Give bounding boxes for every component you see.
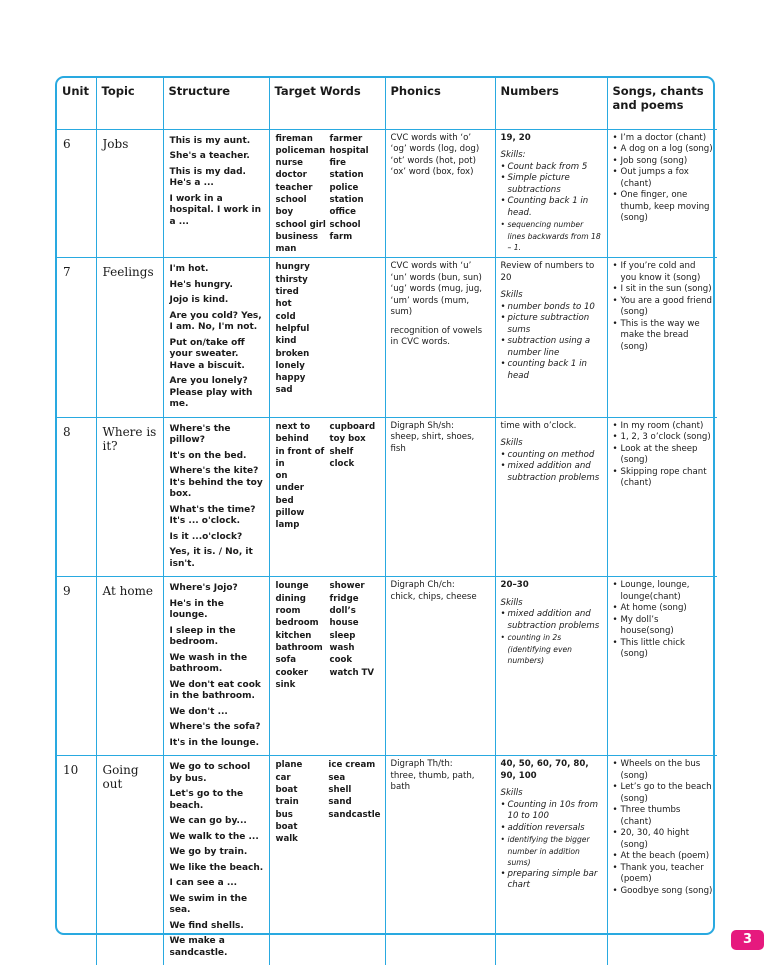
table-header-row <box>57 78 717 129</box>
structure-line: Where's the sofa? <box>169 722 261 733</box>
target-word: dining <box>275 593 306 604</box>
target-words-column-b <box>330 133 381 256</box>
page-number-badge: 3 <box>731 930 764 950</box>
target-words-column-b <box>330 261 381 396</box>
song-item: • 1, 2, 3 o’clock (song) <box>613 432 714 444</box>
skill-item: • sequencing number lines backwards from 18 – 1. <box>501 219 603 254</box>
numbers-cell <box>495 417 607 577</box>
phonics-cell <box>385 417 495 577</box>
header-structure: Structure <box>163 78 269 129</box>
target-word: sand <box>328 797 352 808</box>
target-word: lounge <box>275 581 309 592</box>
numbers-cell <box>495 258 607 418</box>
target-words-columns <box>276 133 381 256</box>
structure-line: Yes, it is. / No, it isn't. <box>169 547 253 569</box>
song-item: • At home (song) <box>613 603 714 615</box>
table-row <box>57 756 717 966</box>
structure-line: We find shells. <box>169 920 244 931</box>
phonics-line: CVC words with ‘u’ <box>390 261 472 272</box>
target-word: school girl <box>275 219 326 230</box>
song-item: • Job song (song) <box>613 156 714 168</box>
song-item: • Goodbye song (song) <box>613 886 714 898</box>
skill-item: • addition reversals <box>501 823 603 835</box>
skill-item: • Simple picture subtractions <box>501 173 603 196</box>
target-word: station <box>329 170 364 181</box>
phonics-line: sum) <box>390 307 413 318</box>
skill-item: • counting on method <box>501 450 603 462</box>
target-word: clock <box>329 458 355 469</box>
target-word: lonely <box>275 360 305 371</box>
curriculum-table-frame <box>55 76 715 958</box>
target-words-column-a <box>276 421 330 532</box>
target-word: car <box>275 772 291 783</box>
topic-cell: At home <box>96 577 163 756</box>
numbers-title: 19, 20 <box>500 132 531 143</box>
target-words-columns <box>276 580 381 691</box>
target-word: broken <box>275 348 310 359</box>
target-words-column-b <box>330 421 381 532</box>
phonics-line: ‘um’ words (mum, <box>390 295 470 306</box>
skills-label: Skills <box>500 788 523 799</box>
table-body <box>57 129 717 965</box>
song-item: • You are a good friend (song) <box>613 296 714 319</box>
song-item: • Look at the sheep (song) <box>613 444 714 467</box>
structure-line: We make a sandcastle. <box>169 936 228 958</box>
target-words-column-a <box>276 133 330 256</box>
structure-cell <box>163 756 269 966</box>
phonics-line: Digraph Ch/ch: <box>390 580 455 591</box>
target-word: fire <box>329 158 346 169</box>
song-item: • Skipping rope chant (chant) <box>613 467 714 490</box>
phonics-line: recognition of vowels <box>390 325 483 336</box>
target-words-column-a <box>276 759 329 845</box>
phonics-line: ‘ug’ words (mug, jug, <box>390 284 483 295</box>
structure-line: Is it ...o'clock? <box>169 531 243 542</box>
target-word: station <box>329 194 364 205</box>
target-word: wash <box>329 642 355 653</box>
target-word: boat <box>275 821 298 832</box>
target-word: nurse <box>275 158 303 169</box>
table-row <box>57 417 717 577</box>
phonics-line: ‘ot’ words (hot, pot) <box>390 155 476 166</box>
unit-cell: 6 <box>57 129 96 258</box>
song-item: • A dog on a log (song) <box>613 144 714 156</box>
topic-cell: Where is it? <box>96 417 163 577</box>
skill-item: • counting back 1 in head <box>501 359 603 382</box>
table-row <box>57 129 717 258</box>
target-word: bed <box>275 495 294 506</box>
target-word: shower <box>329 581 365 592</box>
target-word: doctor <box>275 170 307 181</box>
phonics-line: ‘un’ words (bun, sun) <box>390 272 482 283</box>
song-item: • Three thumbs (chant) <box>613 805 714 828</box>
header-topic: Topic <box>96 78 163 129</box>
target-word: kitchen <box>275 630 312 641</box>
target-word: on <box>275 471 288 482</box>
phonics-line: chick, chips, cheese <box>390 591 477 602</box>
skill-item: • subtraction using a number line <box>501 336 603 359</box>
target-word: walk <box>275 834 298 845</box>
structure-line: We go by train. <box>169 847 248 858</box>
target-word: toy box <box>329 434 366 445</box>
target-word: man <box>275 244 297 255</box>
target-words-cell <box>269 417 385 577</box>
target-word: next to <box>275 421 311 432</box>
songs-list <box>613 421 714 490</box>
target-words-column-a <box>276 580 330 691</box>
header-unit: Unit <box>57 78 96 129</box>
skill-item: • counting in 2s (identifying even numbers) <box>501 632 603 667</box>
phonics-cell <box>385 258 495 418</box>
songs-list <box>613 261 714 353</box>
target-word: pillow <box>275 508 305 519</box>
numbers-cell <box>495 129 607 258</box>
phonics-line: CVC words with ‘o’ <box>390 132 472 143</box>
target-word: sleep <box>329 630 356 641</box>
target-word: bus <box>275 809 293 820</box>
target-words-column-a <box>276 261 330 396</box>
target-word: in front of <box>275 446 325 457</box>
structure-line: Let's go to the beach. <box>169 789 244 811</box>
song-item: • If you’re cold and you know it (song) <box>613 261 714 284</box>
song-item: • Out jumps a fox (chant) <box>613 167 714 190</box>
structure-line: He's hungry. <box>169 279 233 290</box>
phonics-line: Digraph Th/th: <box>390 759 453 770</box>
structure-line: Put on/take off your sweater. Have a biscuit. <box>169 337 245 371</box>
skill-item: • identifying the bigger number in addition sums) <box>501 834 603 869</box>
songs-cell <box>607 129 717 258</box>
structure-cell <box>163 258 269 418</box>
skills-list <box>501 450 603 485</box>
structure-line: We can go by... <box>169 816 247 827</box>
song-item: • This little chick (song) <box>613 638 714 661</box>
phonics-line: bath <box>390 782 411 793</box>
target-word: fridge <box>329 593 359 604</box>
structure-line: I work in a hospital. I work in a ... <box>169 193 262 227</box>
song-item: • Let’s go to the beach (song) <box>613 782 714 805</box>
header-phonics: Phonics <box>385 78 495 129</box>
target-word: behind <box>275 434 309 445</box>
target-words-cell <box>269 756 385 966</box>
skills-label: Skills <box>500 438 523 449</box>
unit-cell: 10 <box>57 756 96 966</box>
target-word: teacher <box>275 182 313 193</box>
table-row <box>57 258 717 418</box>
structure-line: Where's Jojo? <box>169 583 238 594</box>
phonics-cell <box>385 577 495 756</box>
numbers-title: 40, 50, 60, 70, 80, 90, 100 <box>500 759 589 781</box>
target-word: business <box>275 231 319 242</box>
structure-line: This is my dad. He's a ... <box>169 166 246 188</box>
target-word: farm <box>329 231 353 242</box>
skills-list <box>501 302 603 383</box>
target-words-cell <box>269 129 385 258</box>
phonics-line: Digraph Sh/sh: <box>390 420 455 431</box>
target-words-cell <box>269 577 385 756</box>
structure-line: It's on the bed. <box>169 450 247 461</box>
table-row <box>57 577 717 756</box>
structure-line: I sleep in the bedroom. <box>169 625 236 648</box>
target-word: sad <box>275 385 293 396</box>
target-word: hospital <box>329 145 369 156</box>
skills-list <box>501 800 603 892</box>
target-word: helpful <box>275 323 310 334</box>
songs-cell <box>607 577 717 756</box>
target-word: bedroom <box>275 618 319 629</box>
target-words-column-b <box>330 580 381 691</box>
phonics-line: fish <box>390 443 406 454</box>
phonics-cell <box>385 129 495 258</box>
target-words-columns <box>276 759 381 845</box>
target-word: shell <box>328 785 352 796</box>
target-word: hungry <box>275 262 310 273</box>
target-word: cook <box>329 655 353 666</box>
target-word: sink <box>275 679 296 690</box>
target-word: office <box>329 207 356 218</box>
skill-item: • Counting back 1 in head. <box>501 196 603 219</box>
target-word: kind <box>275 336 297 347</box>
target-word: ice cream <box>328 760 376 771</box>
phonics-line: three, thumb, path, <box>390 770 475 781</box>
skills-list <box>501 609 603 667</box>
skills-label: Skills: <box>500 150 526 160</box>
target-word: boat <box>275 785 298 796</box>
songs-list <box>613 133 714 225</box>
skills-list <box>501 162 603 254</box>
structure-line: This is my aunt. <box>169 135 251 146</box>
numbers-cell <box>495 577 607 756</box>
unit-cell: 8 <box>57 417 96 577</box>
songs-cell <box>607 258 717 418</box>
unit-cell: 7 <box>57 258 96 418</box>
structure-line: I'm hot. <box>169 264 209 275</box>
target-word: bathroom <box>275 642 323 653</box>
structure-line: She's a teacher. <box>169 151 250 161</box>
curriculum-table <box>57 78 717 965</box>
numbers-title: Review of numbers to 20 <box>500 261 595 283</box>
target-word: school <box>275 194 307 205</box>
target-word: cold <box>275 311 296 322</box>
structure-line: We don't ... <box>169 706 228 717</box>
skill-item: • picture subtraction sums <box>501 313 603 336</box>
numbers-cell <box>495 756 607 966</box>
song-item: • One finger, one thumb, keep moving (song) <box>613 190 714 225</box>
song-item: • 20, 30, 40 hight (song) <box>613 828 714 851</box>
skill-item: • Count back from 5 <box>501 162 603 174</box>
song-item: • Lounge, lounge, lounge(chant) <box>613 580 714 603</box>
phonics-line: in CVC words. <box>390 337 451 348</box>
target-word: fireman <box>275 133 313 144</box>
target-word: farmer <box>329 133 363 144</box>
target-word: cooker <box>275 667 308 678</box>
song-item: • I sit in the sun (song) <box>613 284 714 296</box>
song-item: • I’m a doctor (chant) <box>613 133 714 145</box>
target-word: thirsty <box>275 274 308 285</box>
songs-list <box>613 759 714 897</box>
phonics-line: sheep, shirt, shoes, <box>390 432 475 443</box>
phonics-cell <box>385 756 495 966</box>
structure-line: We go to school by bus. <box>169 762 251 784</box>
target-word: in <box>275 458 285 469</box>
topic-cell: Going out <box>96 756 163 966</box>
target-words-column-b <box>328 759 380 845</box>
skill-item: • mixed addition and subtraction problems <box>501 609 603 632</box>
structure-line: What's the time? It's ... o'clock. <box>169 504 256 527</box>
skill-item: • number bonds to 10 <box>501 302 603 314</box>
target-word: tired <box>275 287 299 298</box>
target-word: police <box>329 182 359 193</box>
phonics-gap <box>391 319 491 326</box>
songs-cell <box>607 417 717 577</box>
topic-cell: Feelings <box>96 258 163 418</box>
structure-line: Are you cold? Yes, I am. No, I'm not. <box>169 310 262 333</box>
header-target-words: Target Words <box>269 78 385 129</box>
skill-item: • mixed addition and subtraction problems <box>501 461 603 484</box>
target-word: school <box>329 219 361 230</box>
structure-line: Where's the pillow? <box>169 423 231 446</box>
target-word: sandcastle <box>328 809 381 820</box>
target-word: boy <box>275 207 294 218</box>
song-item: • In my room (chant) <box>613 421 714 433</box>
structure-cell <box>163 577 269 756</box>
target-words-columns <box>276 261 381 396</box>
target-words-cell <box>269 258 385 418</box>
songs-cell <box>607 756 717 966</box>
target-word: watch TV <box>329 667 375 678</box>
structure-line: It's in the lounge. <box>169 737 260 748</box>
phonics-line: ‘og’ words (log, dog) <box>390 144 480 154</box>
skills-label: Skills <box>500 597 523 608</box>
target-word: lamp <box>275 520 300 531</box>
structure-line: We like the beach. <box>169 862 264 873</box>
song-item: • This is the way we make the bread (song) <box>613 319 714 354</box>
skills-label: Skills <box>500 290 523 301</box>
target-word: under <box>275 483 304 494</box>
structure-line: We wash in the bathroom. <box>169 652 248 675</box>
song-item: • Wheels on the bus (song) <box>613 759 714 782</box>
skill-item: • preparing simple bar chart <box>501 869 603 892</box>
target-word: train <box>275 797 299 808</box>
numbers-title: 20–30 <box>500 580 529 591</box>
target-word: sea <box>328 772 346 783</box>
target-word: room <box>275 606 301 617</box>
skill-item: • Counting in 10s from 10 to 100 <box>501 800 603 823</box>
target-word: sofa <box>275 655 297 666</box>
target-word: policeman <box>275 145 326 156</box>
structure-line: We don't eat cook in the bathroom. <box>169 679 261 702</box>
structure-line: Are you lonely? Please play with me. <box>169 376 253 410</box>
structure-line: Where's the kite? It's behind the toy box. <box>169 466 263 500</box>
target-word: doll’s house <box>329 606 359 629</box>
target-word: cupboard <box>329 421 376 432</box>
target-word: hot <box>275 299 292 310</box>
structure-line: I can see a ... <box>169 878 238 889</box>
target-word: shelf <box>329 446 354 457</box>
structure-line: We swim in the sea. <box>169 893 248 916</box>
unit-cell: 9 <box>57 577 96 756</box>
topic-cell: Jobs <box>96 129 163 258</box>
structure-line: Jojo is kind. <box>169 295 229 306</box>
song-item: • At the beach (poem) <box>613 851 714 863</box>
song-item: • Thank you, teacher (poem) <box>613 863 714 886</box>
structure-line: He's in the lounge. <box>169 598 224 621</box>
numbers-title: time with o’clock. <box>500 420 577 431</box>
structure-cell <box>163 129 269 258</box>
target-words-columns <box>276 421 381 532</box>
songs-list <box>613 580 714 661</box>
structure-cell <box>163 417 269 577</box>
header-songs: Songs, chants and poems <box>607 78 717 129</box>
song-item: • My doll’s house(song) <box>613 615 714 638</box>
target-word: plane <box>275 760 303 771</box>
structure-line: We walk to the ... <box>169 831 259 842</box>
target-word: happy <box>275 373 306 384</box>
phonics-line: ‘ox’ word (box, fox) <box>390 167 474 177</box>
header-numbers: Numbers <box>495 78 607 129</box>
